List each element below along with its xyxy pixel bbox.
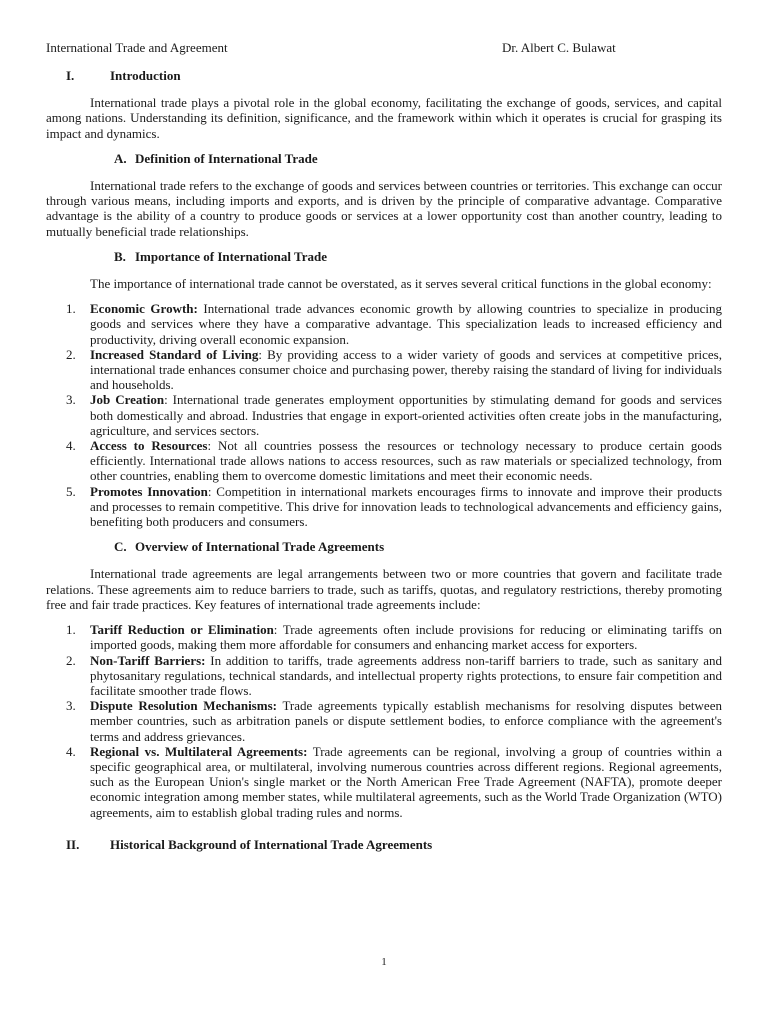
list-text <box>90 301 722 347</box>
list-number: 3. <box>66 698 76 714</box>
list-description: : International trade generates employment opportunities by stimulating demand for goods and services both domestically and abroad. Industries that engage in export-oriented activities often create jobs in the manufacturing, agriculture, and services sectors. <box>90 392 722 438</box>
list-description: International trade advances economic growth by allowing countries to specialize in producing goods and services where they have a comparative advantage. This specialization leads to increased efficiency and productivity, driving overall economic expansion. <box>90 301 722 347</box>
list-number: 2. <box>66 346 76 362</box>
list-description: In addition to tariffs, trade agreements address non-tariff barriers to trade, such as sanitary and phytosanitary regulations, technical standards, and intellectual property rights protections, to ensure fair competition and facilitate smoother trade flows. <box>90 652 723 698</box>
list-text <box>90 744 722 820</box>
list-term: Regional vs. Multilateral Agreements: <box>90 743 308 759</box>
definition-paragraph: International trade refers to the exchange of goods and services between countries or territories. This exchange can occur through various means, including imports and exports, and is driven by the principle of comparative advantage. Comparative advantage is the ability of a country to produce goods or services at a lower opportunity cost than another country, leading to mutually beneficial trade relationships. <box>46 178 722 239</box>
list-text <box>90 653 722 699</box>
list-term: Promotes Innovation <box>90 483 208 499</box>
list-number: 4. <box>66 743 76 759</box>
list-item <box>46 744 722 820</box>
section-heading-historical-background <box>46 837 722 852</box>
list-text <box>90 484 722 530</box>
list-number: 4. <box>66 438 76 454</box>
list-term: Tariff Reduction or Elimination <box>90 622 274 638</box>
list-description: : Competition in international markets encourages firms to innovate and improve their products and processes to remain competitive. This drive for innovation leads to technological advancements and efficiency gains, benefiting both producers and consumers. <box>90 483 723 530</box>
list-text <box>90 347 722 393</box>
header-title: International Trade and Agreement <box>46 40 228 55</box>
list-description: : By providing access to a wider variety of goods and services at competitive prices, international trade enhances consumer choice and purchasing power, thereby raising the standard of living for individuals and households. <box>90 346 722 393</box>
list-description: : Not all countries possess the resources or technology necessary to produce certain goods efficiently. International trade allows nations to access resources, such as raw materials or specialized technology, from other countries, enabling them to overcome domestic limitations and meet their economic needs. <box>90 438 722 484</box>
list-description: Trade agreements typically establish mechanisms for resolving disputes between member countries, such as arbitration panels or dispute settlement bodies, to enforce compliance with the agreement's terms and address grievances. <box>90 698 722 744</box>
list-description: Trade agreements can be regional, involving a group of countries within a specific geographical area, or multilateral, involving numerous countries across different regions. Regional agreements, such as the European Union's single market or the North American Free Trade Agreement (NAFTA), promote deeper economic integration among member states, while multilateral agreements, such as the World Trade Organization (WTO) agreements, aim to establish global trading rules and norms. <box>90 743 723 820</box>
subheading-title: Overview of International Trade Agreements <box>135 539 385 555</box>
section-title: Historical Background of International Trade Agreements <box>110 836 433 852</box>
subheading-title: Definition of International Trade <box>135 150 318 166</box>
subheading-letter: B. <box>114 248 126 264</box>
list-item <box>46 392 722 438</box>
list-number: 1. <box>66 622 76 638</box>
agreements-list <box>46 622 722 820</box>
list-text <box>90 698 722 744</box>
list-term: Economic Growth: <box>90 301 198 317</box>
list-item <box>46 653 722 699</box>
subheading-title: Importance of International Trade <box>135 248 327 264</box>
section-number: I. <box>66 68 75 83</box>
list-item <box>46 622 722 652</box>
subheading-definition <box>46 151 722 166</box>
importance-list <box>46 301 722 529</box>
section-title: Introduction <box>110 68 181 83</box>
list-term: Access to Resources <box>90 438 208 454</box>
list-text <box>90 392 722 438</box>
list-description: : Trade agreements often include provisions for reducing or eliminating tariffs on imported goods, making them more affordable for consumers and enhancing market access for exporters. <box>90 622 722 653</box>
subheading-letter: C. <box>114 539 127 555</box>
list-number: 1. <box>66 301 76 317</box>
importance-paragraph: The importance of international trade cannot be overstated, as it serves several critical functions in the global economy: <box>90 276 712 292</box>
list-number: 5. <box>66 483 76 499</box>
list-item <box>46 438 722 484</box>
list-text <box>90 438 722 484</box>
subheading-letter: A. <box>114 150 127 166</box>
list-term: Non-Tariff Barriers: <box>90 652 206 668</box>
agreements-paragraph: International trade agreements are legal arrangements between two or more countries that govern and facilitate trade relations. These agreements aim to reduce barriers to trade, such as tariffs, quotas, and regulatory restrictions, thereby promoting free and fair trade practices. Key features of international trade agreements include: <box>46 566 722 612</box>
header-author: Dr. Albert C. Bulawat <box>502 40 616 55</box>
page-number: 1 <box>381 956 387 968</box>
subheading-importance <box>46 249 722 264</box>
intro-paragraph: International trade plays a pivotal role in the global economy, facilitating the exchange of goods, services, and capital among nations. Understanding its definition, significance, and the framework within which it operates is crucial for grasping its impact and dynamics. <box>46 95 722 141</box>
section-number: II. <box>66 836 80 852</box>
subheading-agreements-overview <box>46 539 722 554</box>
section-heading-introduction <box>46 68 722 83</box>
list-item <box>46 347 722 393</box>
list-item <box>46 698 722 744</box>
document-body <box>46 68 722 864</box>
list-term: Increased Standard of Living <box>90 346 259 362</box>
list-number: 3. <box>66 392 76 408</box>
list-number: 2. <box>66 652 76 668</box>
list-term: Dispute Resolution Mechanisms: <box>90 698 277 714</box>
list-item <box>46 301 722 347</box>
list-text <box>90 622 722 652</box>
list-term: Job Creation <box>90 392 165 408</box>
list-item <box>46 484 722 530</box>
